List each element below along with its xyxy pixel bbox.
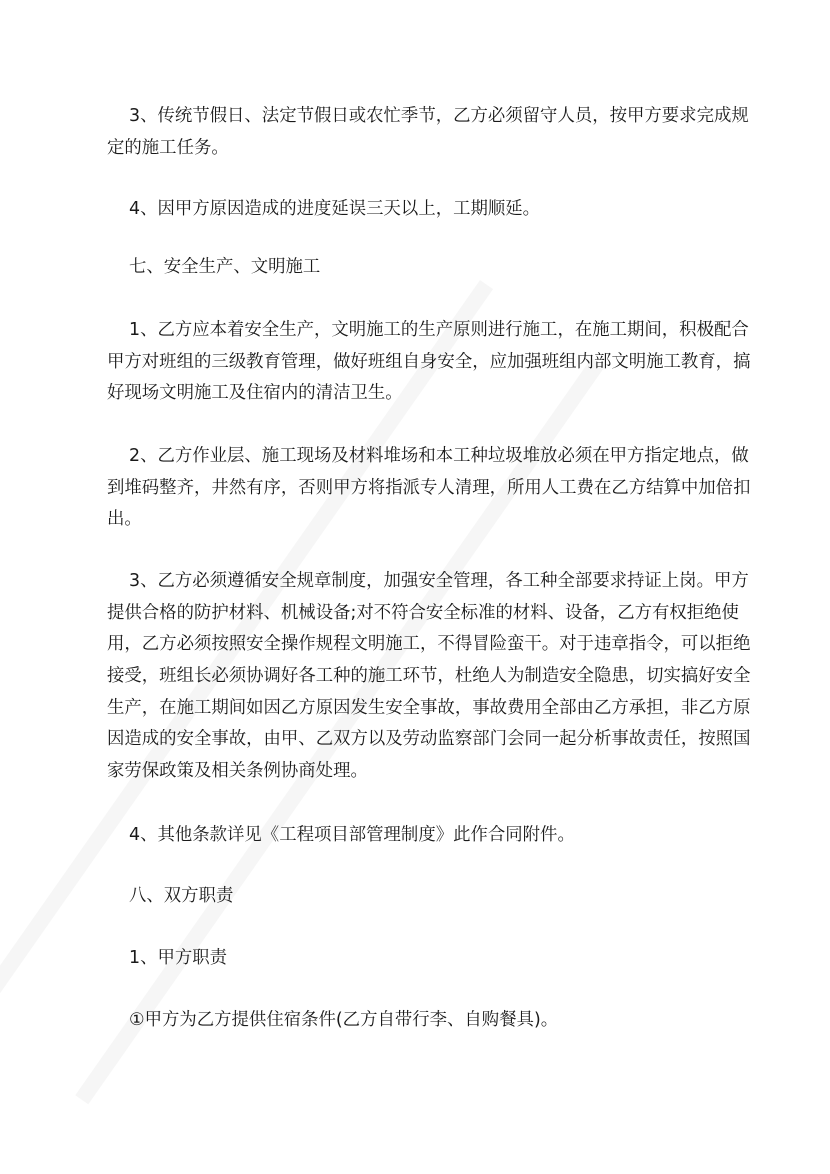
text-line: 用，乙方必须按照安全操作规程文明施工，不得冒险蛮干。对于违章指令，可以拒绝 xyxy=(107,634,751,655)
text-line: 甲方对班组的三级教育管理，做好班组自身安全，应加强班组内部文明施工教育，搞 xyxy=(107,351,751,372)
paragraph xyxy=(107,315,767,410)
text-line: 提供合格的防护材料、机械设备;对不符合安全标准的材料、设备，乙方有权拒绝使 xyxy=(107,602,739,623)
paragraph xyxy=(107,881,767,913)
text-line: 因造成的安全事故，由甲、乙双方以及劳动监察部门会同一起分析事故责任，按照国 xyxy=(107,729,751,750)
paragraph xyxy=(107,441,767,536)
paragraph xyxy=(107,566,767,788)
text-line: 1、乙方应本着安全生产，文明施工的生产原则进行施工，在施工期间，积极配合 xyxy=(129,320,749,340)
text-line: 接受，班组长必须协调好各工种的施工环节，杜绝人为制造安全隐患，切实搞好安全 xyxy=(107,666,751,687)
paragraph xyxy=(107,1005,767,1037)
paragraph xyxy=(107,194,767,226)
text-line: 家劳保政策及相关条例协商处理。 xyxy=(107,761,368,782)
text-line: 好现场文明施工及住宿内的清洁卫生。 xyxy=(107,383,403,404)
text-line: 七、安全生产、文明施工 xyxy=(129,257,321,277)
text-line: 3、传统节假日、法定节假日或农忙季节，乙方必须留守人员，按甲方要求完成规 xyxy=(129,106,749,126)
text-line: 3、乙方必须遵循安全规章制度，加强安全管理，各工种全部要求持证上岗。甲方 xyxy=(129,571,749,591)
paragraph xyxy=(107,820,767,852)
text-line: 定的施工任务。 xyxy=(107,137,229,158)
text-line: 1、甲方职责 xyxy=(129,948,228,968)
text-line: 4、其他条款详见《工程项目部管理制度》此作合同附件。 xyxy=(129,825,575,845)
text-line: 4、因甲方原因造成的进度延误三天以上，工期顺延。 xyxy=(129,199,541,219)
text-line: 八、双方职责 xyxy=(129,886,234,906)
text-line: 到堆码整齐，井然有序，否则甲方将指派专人清理，所用人工费在乙方结算中加倍扣 xyxy=(107,477,751,498)
text-line: 出。 xyxy=(107,509,142,530)
text-line: ①甲方为乙方提供住宿条件(乙方自带行李、自购餐具)。 xyxy=(129,1010,559,1030)
paragraph xyxy=(107,943,767,975)
text-line: 2、乙方作业层、施工现场及材料堆场和本工种垃圾堆放必须在甲方指定地点，做 xyxy=(129,446,749,466)
text-line: 生产，在施工期间如因乙方原因发生安全事故，事故费用全部由乙方承担，非乙方原 xyxy=(107,697,751,718)
paragraph xyxy=(107,252,767,284)
paragraph xyxy=(107,101,767,164)
